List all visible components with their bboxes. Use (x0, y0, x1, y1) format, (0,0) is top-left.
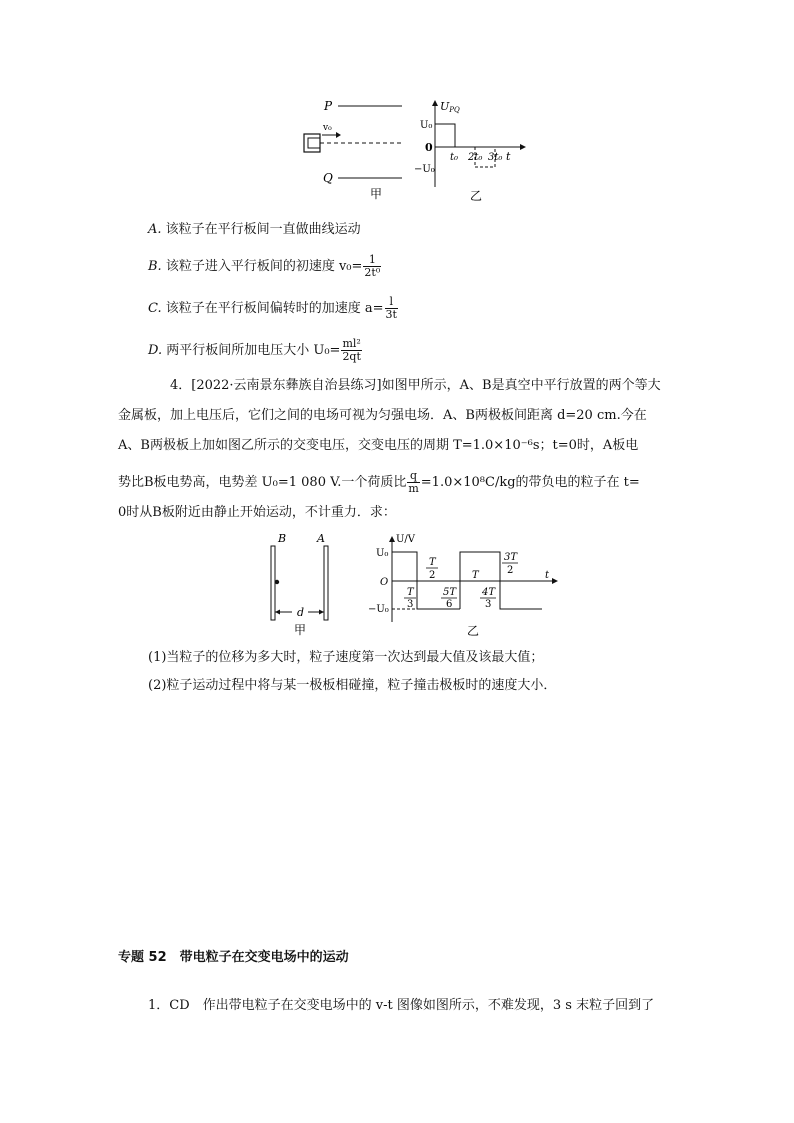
q4-line-3: A、B两极板上加如图乙所示的交变电压，交变电压的周期 T=1.0×10⁻⁶s；t=0时，A板电 (118, 438, 639, 453)
charge-mass-fraction: $\frac{q}{m}$ (408, 469, 419, 495)
svg-text:3: 3 (485, 599, 492, 610)
label-a: A (317, 532, 325, 545)
figure-1 (290, 92, 540, 204)
label-d: d (297, 606, 305, 619)
tick-4t3 (480, 587, 496, 610)
caption-jia-2: 甲 (294, 623, 307, 637)
option-c-text: 该粒子在平行板间偏转时的加速度 a= (165, 301, 384, 316)
svg-text:6: 6 (446, 599, 453, 610)
option-b-fraction: $\frac{1}{\text{2t⁰}}$ (364, 253, 381, 279)
svg-text:3: 3 (407, 599, 414, 610)
svg-text:3T: 3T (504, 552, 518, 563)
tick-3t0: 3t₀ (488, 152, 503, 163)
tick-t3 (404, 587, 416, 610)
particle-dot (275, 580, 279, 584)
option-d-text: 两平行板间所加电压大小 U₀= (166, 343, 341, 358)
tick-2t0: 2t₀ (468, 152, 483, 163)
parallel-plates-diagram (304, 99, 402, 201)
tick-neg-u0-2: −U₀ (368, 604, 389, 615)
q4-sub-1: (1)当粒子的位移为多大时，粒子速度第一次达到最大值及该最大值； (148, 650, 544, 665)
option-d-fraction: $\frac{\text{ml²}}{2qt}$ (342, 337, 361, 363)
plate-b (271, 546, 275, 620)
svg-text:5T: 5T (443, 587, 457, 598)
voltage-graph-1 (414, 100, 526, 203)
q4-line-4b: =1.0×10⁸C/kg的带负电的粒子在 t= (420, 475, 640, 490)
q4-line-1: 4．[2022·云南景东彝族自治县练习]如图甲所示，A、B是真空中平行放置的两个等大 (170, 378, 661, 393)
axis-x-label: t (506, 150, 511, 163)
voltage-graph-2 (368, 534, 558, 638)
option-a-text: 该粒子在平行板间一直做曲线运动 (165, 222, 361, 237)
tick-zero: 0 (425, 141, 433, 154)
svg-text:4T: 4T (482, 587, 496, 598)
option-b (148, 254, 382, 279)
axis-y-label: UPQ (440, 100, 460, 114)
caption-jia-1: 甲 (370, 187, 383, 201)
answer-line-1: 1．CD 作出带电粒子在交变电场中的 v-t 图像如图所示，不难发现，3 s 末粒子回到了 (148, 998, 655, 1013)
tick-t: T (472, 570, 479, 581)
arrow-head (336, 132, 341, 138)
q4-line-2: 金属板，加上电压后，它们之间的电场可视为匀强电场．A、B两极板间距离 d=20 cm.今在 (118, 408, 647, 423)
tick-t0: t₀ (450, 152, 459, 163)
option-c-letter: C. (148, 301, 162, 316)
tick-o: O (380, 577, 389, 588)
q4-line-4a: 势比B板电势高，电势差 U₀=1 080 V.一个荷质比 (118, 475, 407, 490)
svg-text:2: 2 (507, 565, 514, 576)
tick-u0: U₀ (420, 120, 433, 131)
option-a-letter: A. (148, 222, 162, 237)
tick-u0-2: U₀ (376, 548, 389, 559)
svg-text:T: T (429, 557, 436, 568)
option-c-fraction: $\frac{l}{3t}$ (385, 295, 397, 321)
label-v0: v₀ (323, 123, 332, 133)
option-d (148, 338, 363, 363)
option-d-letter: D. (148, 343, 163, 358)
caption-yi-2: 乙 (467, 624, 480, 638)
answer-heading: 专题 52 带电粒子在交变电场中的运动 (118, 950, 349, 965)
metal-plates-diagram (271, 532, 328, 637)
option-c (148, 296, 399, 321)
tick-neg-u0: −U₀ (414, 164, 435, 175)
label-q: Q (323, 171, 333, 185)
tick-t2 (426, 557, 438, 581)
plate-a (324, 546, 328, 620)
tick-5t6 (441, 587, 457, 610)
option-b-text: 该粒子进入平行板间的初速度 v₀= (165, 259, 363, 274)
q4-line-5: 0时从B板附近由静止开始运动，不计重力．求： (118, 505, 396, 520)
option-b-letter: B. (148, 259, 162, 274)
svg-text:T: T (407, 587, 414, 598)
tick-3t2 (502, 552, 518, 576)
caption-yi-1: 乙 (470, 189, 483, 203)
figure-2 (262, 532, 562, 640)
q4-sub-2: (2)粒子运动过程中将与某一极板相碰撞，粒子撞击极板时的速度大小． (148, 678, 557, 693)
q4-line-4 (118, 470, 640, 495)
voltage-waveform (435, 124, 455, 147)
label-p: P (324, 99, 333, 113)
label-b: B (278, 532, 287, 545)
option-a (148, 220, 361, 240)
particle-source (304, 134, 320, 152)
axis-y-label-2: U/V (396, 534, 416, 545)
svg-text:2: 2 (429, 570, 436, 581)
axis-x-label-2: t (545, 570, 550, 581)
